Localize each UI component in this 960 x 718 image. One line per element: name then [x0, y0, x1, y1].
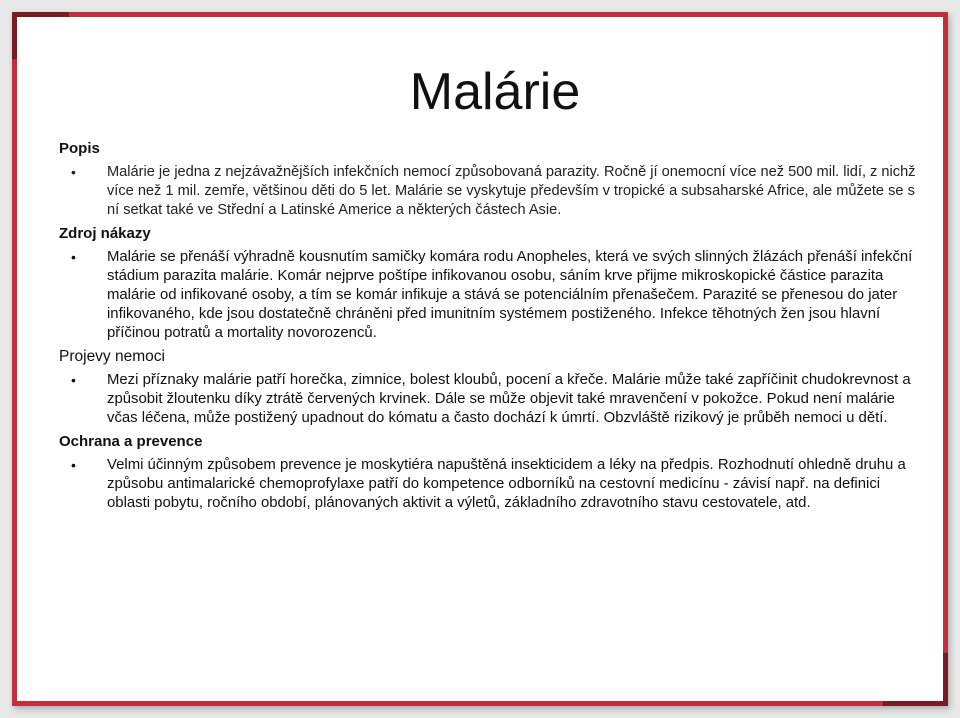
section-heading-ochrana-a-prevence: Ochrana a prevence	[59, 433, 203, 450]
section-heading-projevy-nemoci: Projevy nemoci	[59, 348, 165, 365]
bullet-list-projevy-nemoci	[59, 371, 919, 428]
bullet-item-zdroj-nakazy	[59, 248, 919, 343]
bullet-icon: •	[71, 457, 76, 473]
section-projevy-nemoci	[59, 347, 919, 428]
slide-title: Malárie	[409, 63, 581, 121]
slide-frame	[12, 12, 948, 706]
bullet-icon: •	[71, 164, 76, 180]
slide-content	[59, 139, 919, 517]
bullet-item-popis	[59, 163, 919, 220]
bullet-text-projevy-nemoci: Mezi příznaky malárie patří horečka, zimnice, bolest kloubů, pocení a křeče. Malárie může také zapříčinit chudokrevnost a způsobit žloutenku díky ztrátě červených krvinek. Dále se může objevit také mravenčení v pokožce. Pokud není malárie včas léčena, může postižený upadnout do kómatu a často dochází k úmrtí. Obzvláště rizikový je průběh nemoci u dětí.	[107, 372, 911, 426]
bullet-item-projevy-nemoci	[59, 371, 919, 428]
bullet-list-ochrana-a-prevence	[59, 456, 919, 513]
section-popis	[59, 139, 919, 220]
section-zdroj-nakazy	[59, 224, 919, 343]
bullet-list-popis	[59, 163, 919, 220]
section-heading-popis: Popis	[59, 140, 100, 157]
bullet-icon: •	[71, 372, 76, 388]
section-ochrana-a-prevence	[59, 432, 919, 513]
bullet-text-zdroj-nakazy: Malárie se přenáší výhradně kousnutím samičky komára rodu Anopheles, která ve svých slinných žlázách přenáší infekční stádium parazita malárie. Komár nejprve poštípe infikovanou osobu, sáním krve přijme mikroskopické částice parazita malárie od infikované osoby, a tím se komár infikuje a stává se potenciálním přenašečem. Parazité se přenesou do jater infikovaného, kde jsou dostatečně chráněni před imunitním systémem postiženého. Infekce těhotných žen jsou hlavní příčinou potratů a mortality novorozenců.	[107, 249, 913, 341]
section-heading-zdroj-nakazy: Zdroj nákazy	[59, 225, 151, 242]
bullet-icon: •	[71, 249, 76, 265]
bullet-text-ochrana-a-prevence: Velmi účinným způsobem prevence je moskytiéra napuštěná insekticidem a léky na předpis. Rozhodnutí ohledně druhu a způsobu antimalarické chemoprofylaxe patří do kompetence odborníků na cestovní medicínu - závisí např. na definici oblasti pobytu, ročního období, plánovaných aktivit a výletů, základního zdravotního stavu cestovatele, atd.	[107, 457, 906, 511]
bullet-item-ochrana-a-prevence	[59, 456, 919, 513]
bullet-text-popis: Malárie je jedna z nejzávažnějších infekčních nemocí způsobovaná parazity. Ročně jí onemocní více než 500 mil. lidí, z nichž více než 1 mil. zemře, většinou děti do 5 let. Malárie se vyskytuje především v tropické a subsaharské Africe, ale můžete se s ní setkat také ve Střední a Latinské Americe a některých částech Asie.	[107, 164, 916, 218]
bullet-list-zdroj-nakazy	[59, 248, 919, 343]
